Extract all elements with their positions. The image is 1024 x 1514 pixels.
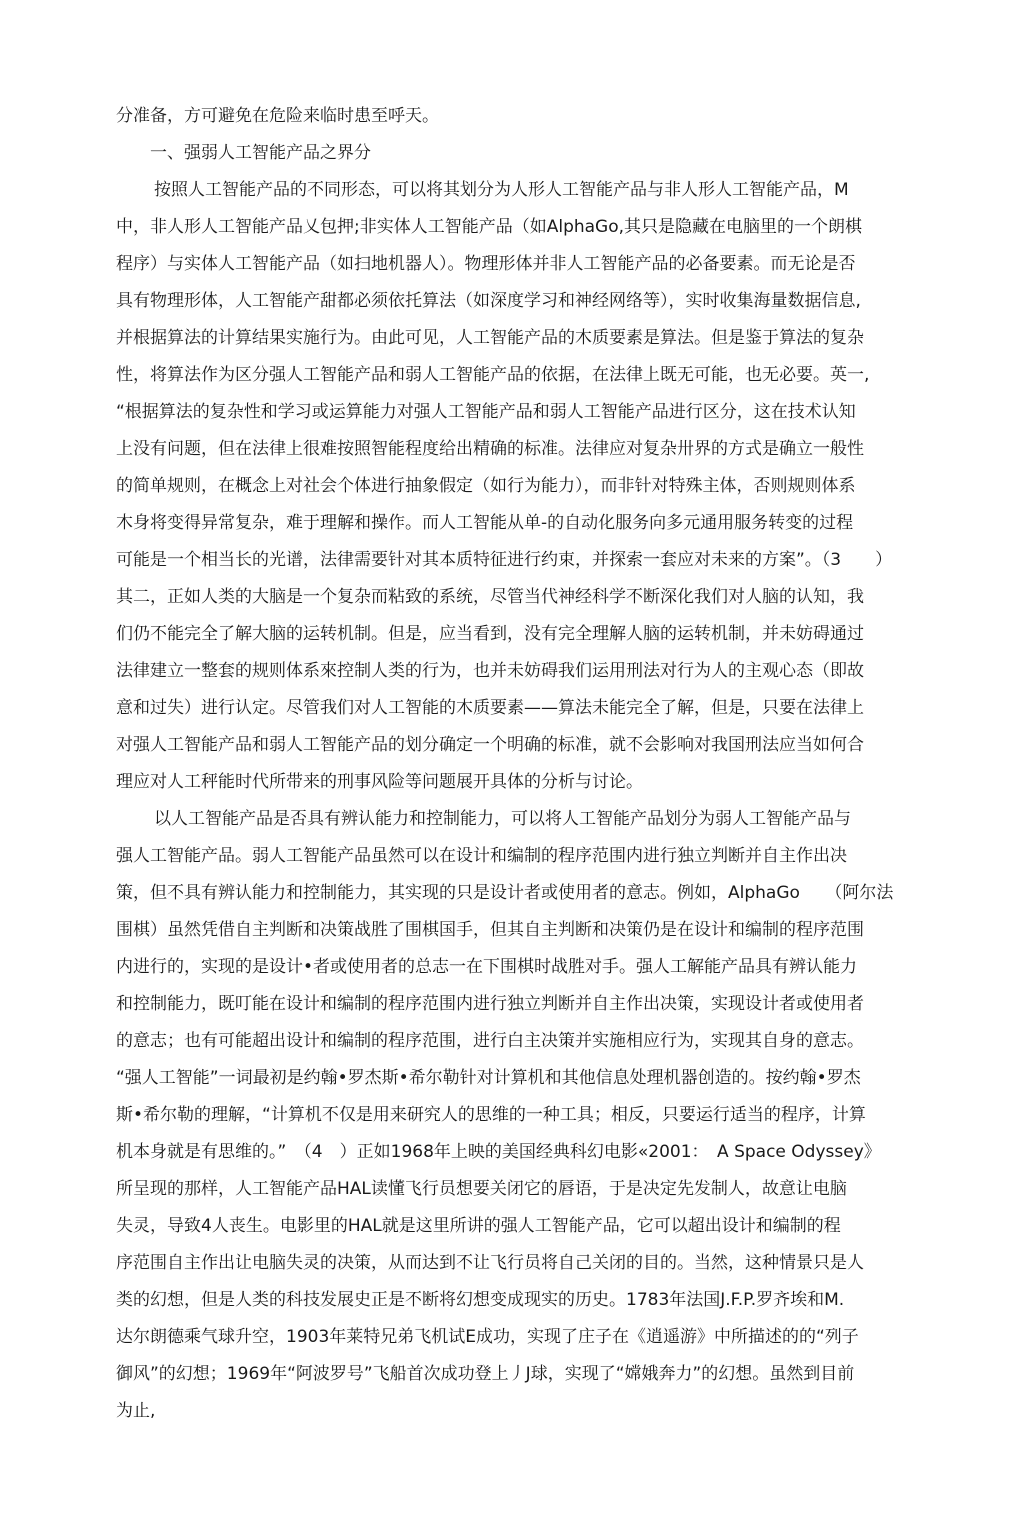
- text-line: 为止,: [116, 1401, 156, 1421]
- text-line: 木身将变得异常复杂，难于理解和操作。而人工智能从单-的自动化服务向多元通用服务转变的过程: [116, 513, 854, 533]
- text-line: 类的幻想，但是人类的科技发展史正是不断将幻想变成现实的历史。1783年法国J.F.P.罗齐埃和M.: [116, 1290, 845, 1310]
- text-line: 序范围自主作出让电脑失灵的决策，从而达到不让飞行员将自己关闭的目的。当然，这种情景只是人: [116, 1253, 864, 1273]
- text-line: 具有物理形体，人工智能产甜都必须依托算法（如深度学习和神经网络等），实时收集海量数据信息,: [116, 291, 861, 311]
- text-line: 上没有问题，但在法律上很难按照智能程度给出精确的标准。法律应对复杂卅界的方式是确立一般性: [116, 439, 864, 459]
- text-line: 分准备，方可避免在危险来临时患至呼天。: [116, 106, 439, 126]
- text-line: 的简单规则，在概念上对社会个体进行抽象假定（如行为能力），而非针对特殊主体，否则规则体系: [116, 476, 856, 496]
- text-line: 内进行的，实现的是设计•者或使用者的总志一在下围棋时战胜对手。强人工解能产品具有辨认能力: [116, 957, 858, 977]
- text-line: 所呈现的那样，人工智能产品HAL读懂飞行员想要关闭它的唇语，于是决定先发制人，故意让电脑: [116, 1179, 847, 1199]
- text-line: 斯•希尔勒的理解，“计算机不仅是用来研究人的思维的一种工具；相反，只要运行适当的程序，计算: [116, 1105, 866, 1125]
- text-line: 以人工智能产品是否具有辨认能力和控制能力，可以将人工智能产品划分为弱人工智能产品与: [154, 809, 851, 829]
- text-line: 机本身就是有思维的。” （4 ）正如1968年上映的美国经典科幻电影«2001： A Space Odyssey》: [116, 1142, 881, 1162]
- text-line: 程序）与实体人工智能产品（如扫地机器人）。物理形体并非人工智能产品的必备要素。而无论是否: [116, 254, 856, 274]
- text-line: 和控制能力，既叮能在设计和编制的程序范围内进行独立判断并自主作出决策，实现设计者或使用者: [116, 994, 864, 1014]
- text-line: 围棋）虽然凭借自主判断和决策战胜了围棋国手，但其自主判断和决策仍是在设计和编制的程序范围: [116, 920, 864, 940]
- text-line: 按照人工智能产品的不同形态，可以将其划分为人形人工智能产品与非人形人工智能产品，M: [154, 180, 849, 200]
- text-line: 失灵，导致4人丧生。电影里的HAL就是这里所讲的强人工智能产品，它可以超出设计和编制的程: [116, 1216, 841, 1236]
- text-line: 法律建立一整套的规则体系來控制人类的行为，也并未妨碍我们运用刑法对行为人的主观心态（即故: [116, 661, 864, 681]
- text-line: 其二，正如人类的大脑是一个复杂而粘致的系统，尽管当代神经科学不断深化我们对人脑的认知，我: [116, 587, 864, 607]
- text-line: 达尔朗德乘气球升空，1903年莱特兄弟飞机试E成功，实现了庄子在《逍遥游》中所描述的的“列子: [116, 1327, 859, 1347]
- text-line: 强人工智能产品。弱人工智能产品虽然可以在设计和编制的程序范围内进行独立判断并自主作出决: [116, 846, 847, 866]
- text-line: 可能是一个相当长的光谱，法律需要针对其本质特征进行约束，并探索一套应对未来的方案”。（3 ）: [116, 550, 893, 570]
- text-line: 们仍不能完全了解大脑的运转机制。但是，应当看到，没有完全理解人脑的运转机制，并未妨碍通过: [116, 624, 864, 644]
- text-line: 性，将算法作为区分强人工智能产品和弱人工智能产品的依据，在法律上既无可能，也无必要。英一,: [116, 365, 870, 385]
- text-line: 理应对人工秤能时代所带来的刑事风险等问题展开具体的分析与讨论。: [116, 772, 643, 792]
- text-line: 意和过失）进行认定。尽管我们对人工智能的木质要素——算法未能完全了解，但是，只要在法律上: [116, 698, 864, 718]
- text-line: 并根据算法的计算结果实施行为。由此可见，人工智能产品的木质要素是算法。但是鉴于算法的复杂: [116, 328, 864, 348]
- text-line: 的意志；也有可能超出设计和编制的程序范围，进行白主决策并实施相应行为，实现其自身的意志。: [116, 1031, 864, 1051]
- text-line: “根据算法的复杂性和学习或运算能力对强人工智能产品和弱人工智能产品进行区分，这在技术认知: [116, 402, 856, 422]
- text-line: 御风”的幻想；1969年“阿波罗号”飞船首次成功登上丿J球，实现了“嫦娥奔力”的幻想。虽然到目前: [116, 1364, 855, 1384]
- text-line: 对强人工智能产品和弱人工智能产品的划分确定一个明确的标准，就不会影响对我国刑法应当如何合: [116, 735, 864, 755]
- section-heading: 一、强弱人工智能产品之界分: [150, 143, 371, 163]
- text-line: “强人工智能”一词最初是约翰•罗杰斯•希尔勒针对计算机和其他信息处理机器创造的。按约翰•罗杰: [116, 1068, 861, 1088]
- text-line: 中，非人形人工智能产品乂包押;非实体人工智能产品（如AlphaGo,其只是隐藏在电脑里的一个朗棋: [116, 217, 863, 237]
- text-line: 策，但不具有辨认能力和控制能力，其实现的只是设计者或使用者的意志。例如，AlphaGo （阿尔法: [116, 883, 894, 903]
